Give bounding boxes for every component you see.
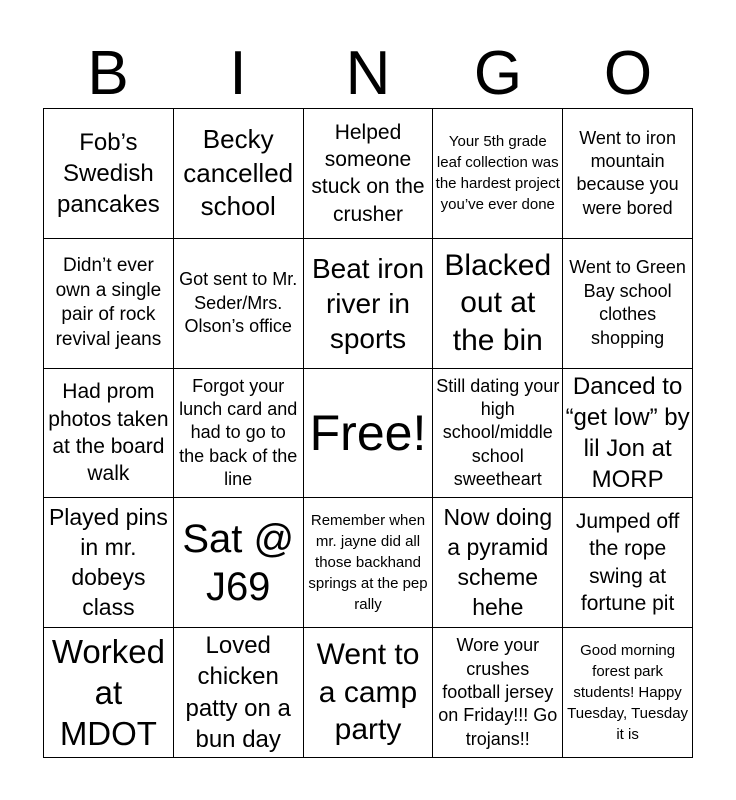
bingo-cell[interactable]: Went to a camp party xyxy=(304,628,434,758)
bingo-cell[interactable]: Played pins in mr. dobeys class xyxy=(44,498,174,628)
header-letter-o: O xyxy=(603,39,653,108)
bingo-cell[interactable]: Went to iron mountain because you were bored xyxy=(563,109,693,239)
header-letter-g: G xyxy=(473,39,523,108)
bingo-cell[interactable]: Worked at MDOT xyxy=(44,628,174,758)
bingo-cell[interactable]: Your 5th grade leaf collection was the hardest project you’ve ever done xyxy=(433,109,563,239)
bingo-cell[interactable]: Becky cancelled school xyxy=(174,109,304,239)
bingo-cell[interactable]: Good morning forest park students! Happy Tuesday, Tuesday it is xyxy=(563,628,693,758)
bingo-cell[interactable]: Helped someone stuck on the crusher xyxy=(304,109,434,239)
bingo-cell[interactable]: Danced to “get low” by lil Jon at MORP xyxy=(563,369,693,499)
bingo-cell[interactable]: Loved chicken patty on a bun day xyxy=(174,628,304,758)
bingo-cell[interactable]: Blacked out at the bin xyxy=(433,239,563,369)
bingo-cell[interactable]: Wore your crushes football jersey on Friday!!! Go trojans!! xyxy=(433,628,563,758)
bingo-cell[interactable]: Went to Green Bay school clothes shopping xyxy=(563,239,693,369)
bingo-board xyxy=(43,108,693,758)
bingo-cell[interactable]: Now doing a pyramid scheme hehe xyxy=(433,498,563,628)
header-letter-b: B xyxy=(87,39,129,108)
header-letter-n: N xyxy=(345,39,391,108)
bingo-cell[interactable]: Remember when mr. jayne did all those backhand springs at the pep rally xyxy=(304,498,434,628)
bingo-cell[interactable]: Forgot your lunch card and had to go to the back of the line xyxy=(174,369,304,499)
bingo-cell[interactable]: Fob’s Swedish pancakes xyxy=(44,109,174,239)
bingo-cell[interactable]: Had prom photos taken at the board walk xyxy=(44,369,174,499)
header-letter-i: I xyxy=(229,39,247,108)
bingo-header xyxy=(43,40,693,108)
bingo-cell[interactable]: Sat @ J69 xyxy=(174,498,304,628)
bingo-cell[interactable]: Beat iron river in sports xyxy=(304,239,434,369)
free-space[interactable]: Free! xyxy=(304,369,434,499)
bingo-cell[interactable]: Didn’t ever own a single pair of rock revival jeans xyxy=(44,239,174,369)
bingo-cell[interactable]: Still dating your high school/middle school sweetheart xyxy=(433,369,563,499)
bingo-cell[interactable]: Got sent to Mr. Seder/Mrs. Olson’s office xyxy=(174,239,304,369)
bingo-cell[interactable]: Jumped off the rope swing at fortune pit xyxy=(563,498,693,628)
